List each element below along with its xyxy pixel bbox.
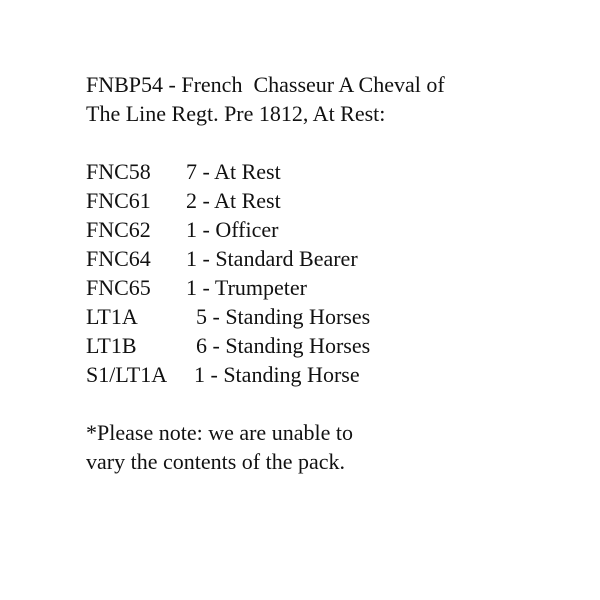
item-code: FNC64 [86,246,151,271]
item-description: 1 - Standard Bearer [186,246,358,271]
list-item [86,157,586,186]
item-code: FNC65 [86,275,151,300]
pack-title [86,70,586,128]
item-description: 7 - At Rest [186,159,281,184]
list-item [86,215,586,244]
pack-title-line-2: The Line Regt. Pre 1812, At Rest: [86,101,386,126]
pack-note [86,418,586,476]
list-item [86,360,586,389]
pack-title-line-1: FNBP54 - French Chasseur A Cheval of [86,72,445,97]
item-code: LT1B [86,333,137,358]
pack-note-line-1: *Please note: we are unable to [86,420,353,445]
pack-description [86,70,586,476]
list-item [86,302,586,331]
list-item [86,244,586,273]
item-description: 1 - Standing Horse [194,362,360,387]
item-code: LT1A [86,304,138,329]
item-description: 1 - Trumpeter [186,275,307,300]
item-code: FNC58 [86,159,151,184]
item-description: 5 - Standing Horses [196,304,371,329]
pack-note-line-2: vary the contents of the pack. [86,449,346,474]
list-item [86,186,586,215]
item-code: S1/LT1A [86,362,168,387]
list-item [86,331,586,360]
item-code: FNC61 [86,188,151,213]
item-description: 6 - Standing Horses [196,333,371,358]
list-item [86,273,586,302]
item-description: 2 - At Rest [186,188,281,213]
item-code: FNC62 [86,217,151,242]
item-description: 1 - Officer [186,217,279,242]
pack-contents-list [86,157,586,389]
